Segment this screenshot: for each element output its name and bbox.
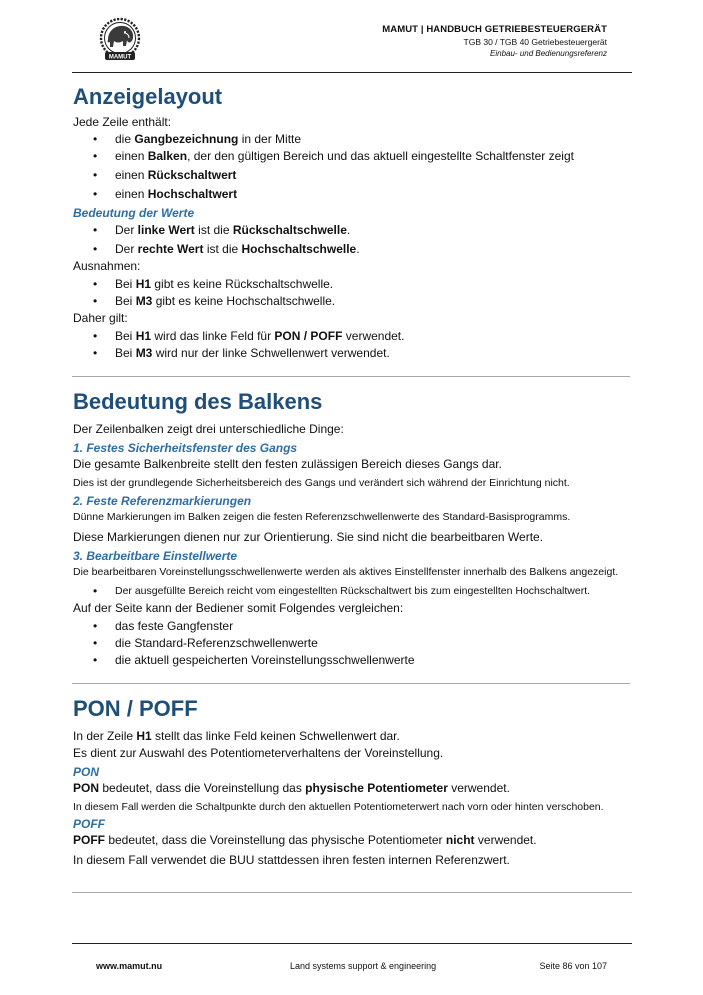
list-item: • einen Hochschaltwert: [73, 186, 633, 203]
paragraph: Dünne Markierungen im Balken zeigen die festen Referenzschwellenwerte des Standard-Basisprogramms.: [73, 511, 571, 523]
mamut-logo: [94, 16, 146, 64]
paragraph: Die bearbeitbaren Voreinstellungsschwellenwerte werden als aktives Einstellfenster innerhalb des Balkens angezeigt.: [73, 566, 619, 578]
paragraph: PON bedeutet, dass die Voreinstellung das physische Potentiometer verwendet.: [73, 781, 510, 795]
section-heading-pon-poff: PON / POFF: [73, 696, 198, 721]
paragraph: In diesem Fall verwendet die BUU stattdessen ihren festen internen Referenzwert.: [73, 853, 510, 867]
page-number: Seite 86 von 107: [539, 961, 607, 971]
svg-text:MAMUT: MAMUT: [108, 54, 132, 61]
footer-tagline: Land systems support & engineering: [290, 961, 437, 971]
header-divider: [72, 72, 632, 73]
paragraph: Es dient zur Auswahl des Potentiometerverhaltens der Voreinstellung.: [73, 746, 444, 760]
list-item: • Der rechte Wert ist die Hochschaltschwelle.: [73, 241, 633, 258]
subheading: Bedeutung der Werte: [73, 206, 195, 220]
paragraph: Diese Markierungen dienen nur zur Orientierung. Sie sind nicht die bearbeitbaren Werte.: [73, 530, 544, 544]
list-item: • Bei H1 gibt es keine Rückschaltschwelle.: [73, 276, 633, 293]
paragraph: Die gesamte Balkenbreite stellt den festen zulässigen Bereich dieses Gangs dar.: [73, 457, 502, 471]
subheading: 1. Festes Sicherheitsfenster des Gangs: [73, 441, 298, 455]
list-item: • die Standard-Referenzschwellenwerte: [73, 635, 633, 652]
footer-website: www.mamut.nu: [96, 961, 163, 971]
section-heading-anzeigelayout: Anzeigelayout: [73, 84, 223, 109]
page-header: [0, 0, 703, 74]
subheading: PON: [73, 765, 100, 779]
section-intro: Jede Zeile enthält:: [73, 115, 172, 129]
header-reference: Einbau- und Bedienungsreferenz: [490, 49, 607, 58]
list-item: • einen Rückschaltwert: [73, 167, 633, 184]
paragraph: In diesem Fall werden die Schaltpunkte durch den aktuellen Potentiometerwert nach vorn oder hinten verschoben.: [73, 801, 604, 813]
bar-list: [73, 583, 633, 600]
list-item: • Bei M3 gibt es keine Hochschaltschwelle.: [73, 293, 633, 310]
list-item: • Bei M3 wird nur der linke Schwellenwert verwendet.: [73, 345, 633, 362]
subheading: 3. Bearbeitbare Einstellwerte: [73, 549, 238, 563]
section-intro: Der Zeilenbalken zeigt drei unterschiedliche Dinge:: [73, 422, 344, 436]
list-item: • Bei H1 wird das linke Feld für PON / POFF verwendet.: [73, 328, 633, 345]
header-title: MAMUT | HANDBUCH GETRIEBESTEUERGERÄT: [382, 24, 607, 35]
list-item: • das feste Gangfenster: [73, 618, 633, 635]
header-subtitle: TGB 30 / TGB 40 Getriebesteuergerät: [463, 37, 607, 47]
list-item: • einen Balken, der den gültigen Bereich und das aktuell eingestellte Schaltfenster zeigt: [73, 148, 633, 165]
list-item: • Der linke Wert ist die Rückschaltschwelle.: [73, 222, 633, 239]
paragraph: Dies ist der grundlegende Sicherheitsbereich des Gangs und verändert sich während der Einrichtung nicht.: [73, 477, 570, 489]
section-divider: [72, 892, 632, 893]
therefore-label: Daher gilt:: [73, 311, 128, 325]
subheading: POFF: [73, 817, 105, 831]
paragraph: POFF bedeutet, dass die Voreinstellung das physische Potentiometer nicht verwendet.: [73, 833, 537, 847]
values-list: [73, 222, 633, 258]
footer-divider: [72, 943, 632, 944]
line-contents-list: [73, 131, 633, 203]
page-content: [73, 82, 633, 869]
list-item: • Der ausgefüllte Bereich reicht vom eingestellten Rückschaltwert bis zum eingestellten Hochschaltwert.: [73, 583, 633, 600]
list-item: • die aktuell gespeicherten Voreinstellungsschwellenwerte: [73, 652, 633, 669]
subheading: 2. Feste Referenzmarkierungen: [73, 494, 252, 508]
paragraph: In der Zeile H1 stellt das linke Feld keinen Schwellenwert dar.: [73, 729, 400, 743]
page-footer: [0, 955, 703, 975]
paragraph: Auf der Seite kann der Bediener somit Folgendes vergleichen:: [73, 601, 404, 615]
section-heading-balken: Bedeutung des Balkens: [73, 389, 323, 414]
exceptions-label: Ausnahmen:: [73, 259, 141, 273]
list-item: • die Gangbezeichnung in der Mitte: [73, 131, 633, 148]
exceptions-list: [73, 276, 633, 310]
compare-list: [73, 618, 633, 669]
therefore-list: [73, 328, 633, 362]
